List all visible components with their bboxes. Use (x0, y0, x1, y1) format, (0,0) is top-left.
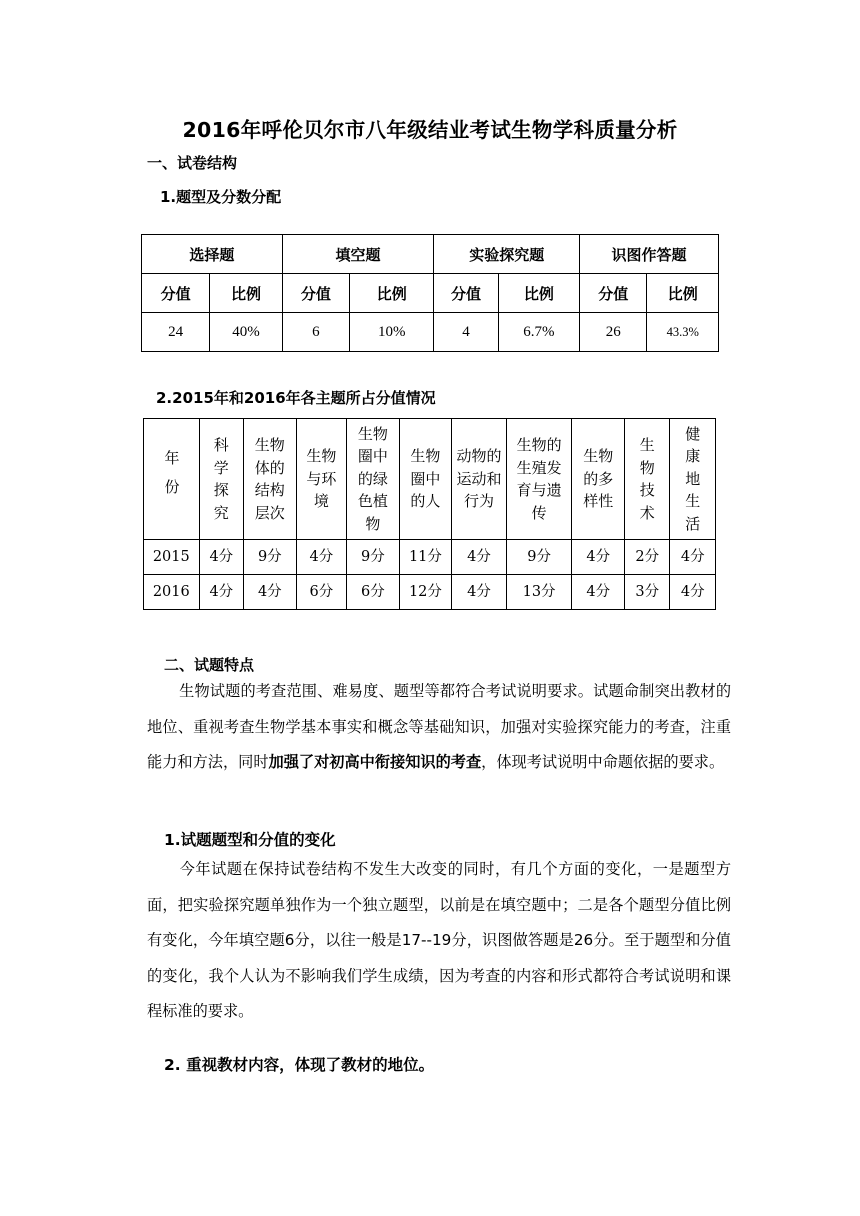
subheading-topic-scores: 2.2015年和2016年各主题所占分值情况 (156, 389, 436, 407)
table2-cell: 2分 (624, 540, 669, 575)
section-heading-structure: 一、试卷结构 (147, 154, 238, 172)
page-title: 2016年呼伦贝尔市八年级结业考试生物学科质量分析 (182, 118, 678, 142)
table2-col-header (347, 419, 400, 540)
table2-col-header (199, 419, 243, 540)
point-heading-question-types: 1.试题题型和分值的变化 (164, 831, 336, 849)
paragraph-question-types (147, 852, 731, 1030)
table2-col-label: 健康地生活 (685, 424, 701, 533)
table1-sub-header: 比例 (498, 274, 579, 313)
table2-col-label: 生物的多样性 (583, 447, 614, 511)
section-heading-features: 二、试题特点 (164, 656, 255, 674)
topic-scores-table (143, 418, 716, 610)
table2-col-label: 科学探究 (213, 436, 229, 522)
table2-col-label: 生物的生殖发育与遗传 (516, 436, 562, 522)
table1-sub-header: 分值 (434, 274, 498, 313)
table2-corner-header (144, 419, 200, 540)
table2-col-header (572, 419, 625, 540)
table2-cell: 4分 (199, 540, 243, 575)
table1-cell: 43.3% (647, 313, 719, 352)
table1-cell: 24 (142, 313, 210, 352)
table2-col-header (624, 419, 669, 540)
table2-corner-text: 年份 (162, 450, 181, 508)
table2-cell: 6分 (347, 575, 400, 610)
table2-col-header (670, 419, 716, 540)
table2-col-header (506, 419, 572, 540)
table2-col-header (452, 419, 507, 540)
table2-cell: 6分 (296, 575, 347, 610)
table2-col-label: 生物与环境 (306, 447, 337, 511)
table1-sub-header: 比例 (210, 274, 282, 313)
table1-cell: 10% (350, 313, 434, 352)
table2-cell: 12分 (399, 575, 452, 610)
table1-cell: 26 (580, 313, 647, 352)
table1-group-header: 识图作答题 (580, 235, 719, 274)
table2-cell: 4分 (572, 575, 625, 610)
table2-cell: 4分 (572, 540, 625, 575)
table2-cell: 9分 (347, 540, 400, 575)
table2-col-label: 生物圈中的人 (410, 447, 441, 511)
table1-sub-header: 比例 (350, 274, 434, 313)
table2-cell: 13分 (506, 575, 572, 610)
table1-sub-header: 分值 (282, 274, 349, 313)
table2-col-label: 生物技术 (639, 436, 655, 522)
table1-cell: 40% (210, 313, 282, 352)
subheading-score-distribution: 1.题型及分数分配 (160, 188, 282, 206)
table2-col-label: 生物圈中的绿色植物 (357, 424, 388, 533)
table2-col-label: 生物体的结构层次 (254, 436, 285, 522)
table2-cell: 4分 (244, 575, 297, 610)
table2-year-cell: 2015 (144, 540, 200, 575)
table1-group-header: 实验探究题 (434, 235, 580, 274)
table1-cell: 6 (282, 313, 349, 352)
score-distribution-table (141, 234, 719, 352)
table2-cell: 9分 (506, 540, 572, 575)
table2-cell: 11分 (399, 540, 452, 575)
table2-cell: 9分 (244, 540, 297, 575)
table1-sub-header: 分值 (580, 274, 647, 313)
table2-cell: 4分 (670, 540, 716, 575)
table2-cell: 3分 (624, 575, 669, 610)
table2-cell: 4分 (199, 575, 243, 610)
paragraph-features (147, 674, 731, 781)
table1-group-header: 选择题 (142, 235, 283, 274)
table1-sub-header: 分值 (142, 274, 210, 313)
table2-cell: 4分 (670, 575, 716, 610)
table2-cell: 4分 (296, 540, 347, 575)
table1-sub-header: 比例 (647, 274, 719, 313)
paragraph-features-text-end: ，体现考试说明中命题依据的要求。 (481, 753, 725, 771)
table2-col-header (244, 419, 297, 540)
paragraph-features-text: 生物试题的考查范围、难易度、题型等都符合考试说明要求。试题命制突出教材的地位、重视考查生物学基本事实和概念等基础知识，加强对实验探究能力的考查，注重能力和方法，同时 (147, 682, 731, 771)
table1-cell: 4 (434, 313, 498, 352)
table2-cell: 4分 (452, 540, 507, 575)
table1-cell: 6.7% (498, 313, 579, 352)
table2-cell: 4分 (452, 575, 507, 610)
table2-col-header (399, 419, 452, 540)
table2-year-cell: 2016 (144, 575, 200, 610)
table1-group-header: 填空题 (282, 235, 434, 274)
paragraph-features-emphasis: 加强了对初高中衔接知识的考查 (268, 753, 482, 771)
table2-col-label: 动物的运动和行为 (456, 447, 502, 511)
point-heading-textbook: 2. 重视教材内容，体现了教材的地位。 (164, 1056, 435, 1074)
paragraph-question-types-text: 今年试题在保持试卷结构不发生大改变的同时，有几个方面的变化，一是题型方面，把实验探究题单独作为一个独立题型，以前是在填空题中；二是各个题型分值比例有变化，今年填空题6分，以往一般是17--19分，识图做答题是26分。至于题型和分值的变化，我个人认为不影响我们学生成绩，因为考查的内容和形式都符合考试说明和课程标准的要求。 (147, 860, 731, 1020)
table2-col-header (296, 419, 347, 540)
